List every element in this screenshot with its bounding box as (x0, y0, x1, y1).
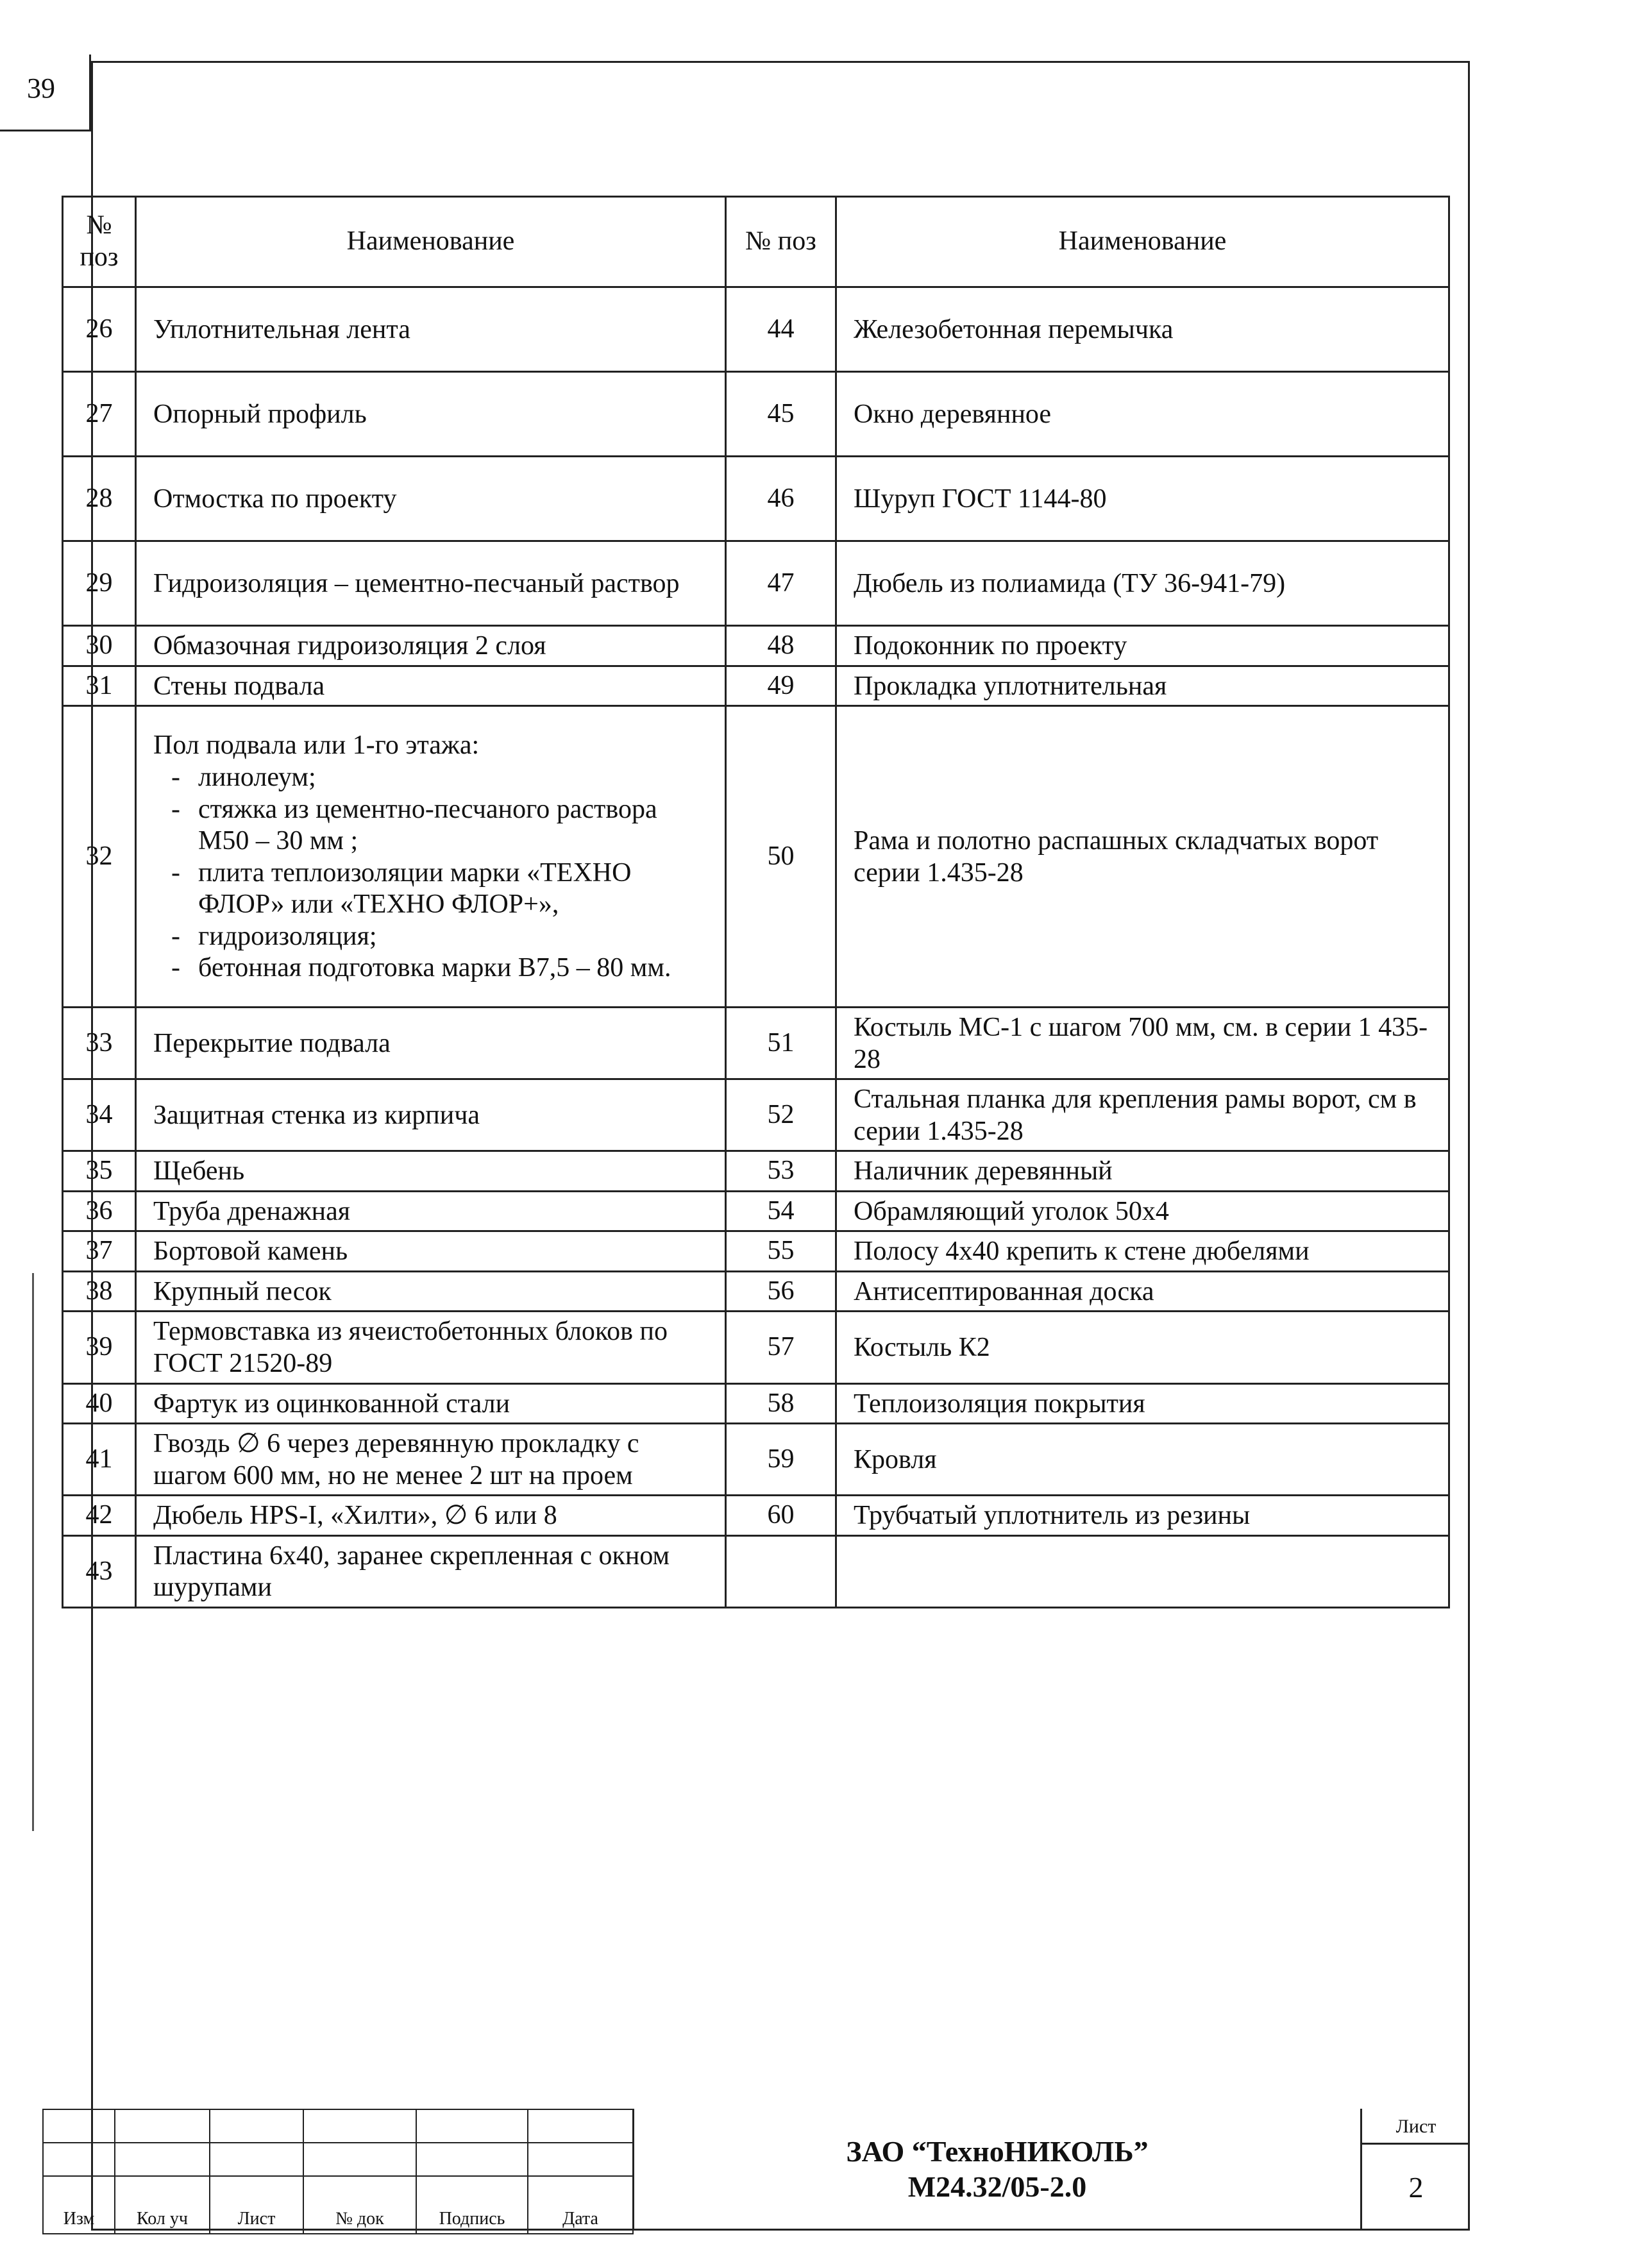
item-name-left: Термовставка из ячеистобетонных блоков по ГОСТ 21520-89 (136, 1312, 726, 1383)
item-name-left: Перекрытие подвала (136, 1008, 726, 1079)
item-name-left: Стены подвала (136, 666, 726, 706)
item-name-left: Щебень (136, 1151, 726, 1192)
position-number-left: 37 (63, 1231, 136, 1272)
item-name-right: Окно деревянное (836, 372, 1449, 457)
item-name-left: Защитная стенка из кирпича (136, 1079, 726, 1151)
item-name-left: Гидроизоляция – цементно-песчаный раствор (136, 541, 726, 626)
item-name-right: Дюбель из полиамида (ТУ 36-941-79) (836, 541, 1449, 626)
document-code: М24.32/05-2.0 (907, 2170, 1087, 2203)
item-name-right: Наличник деревянный (836, 1151, 1449, 1192)
header-num-right: № поз (726, 197, 836, 287)
table-row (63, 1271, 1449, 1312)
position-number-left: 32 (63, 706, 136, 1008)
position-number-left: 31 (63, 666, 136, 706)
table-row (63, 457, 1449, 541)
item-name-left: Фартук из оцинкованной стали (136, 1383, 726, 1424)
position-number-right: 53 (726, 1151, 836, 1192)
position-number-right: 48 (726, 626, 836, 666)
sheet-label: Лист (1362, 2109, 1470, 2145)
table-row (63, 666, 1449, 706)
position-number-right: 46 (726, 457, 836, 541)
position-number-left: 29 (63, 541, 136, 626)
position-number-right: 55 (726, 1231, 836, 1272)
item-name-left: Гвоздь ∅ 6 через деревянную прокладку с шагом 600 мм, но не менее 2 шт на проем (136, 1424, 726, 1496)
item-name-left: Бортовой камень (136, 1231, 726, 1272)
corner-page-number: 39 (27, 72, 55, 104)
sheet-number: 2 (1408, 2171, 1424, 2204)
list-item: - плита теплоизоляции марки «ТЕХНО ФЛОР» или «ТЕХНО ФЛОР+», (153, 857, 708, 921)
item-name-right: Стальная планка для крепления рамы ворот, см в серии 1.435-28 (836, 1079, 1449, 1151)
item-name-right: Прокладка уплотнительная (836, 666, 1449, 706)
table-row (63, 1151, 1449, 1192)
position-number-right: 60 (726, 1496, 836, 1536)
position-number-left: 42 (63, 1496, 136, 1536)
label-sheet: Лист (210, 2176, 303, 2234)
position-number-right: 50 (726, 706, 836, 1008)
position-number-right: 51 (726, 1008, 836, 1079)
item-name-left: Труба дренажная (136, 1191, 726, 1231)
position-number-right: 54 (726, 1191, 836, 1231)
position-number-left: 38 (63, 1271, 136, 1312)
position-number-right: 57 (726, 1312, 836, 1383)
item-name-right (836, 1535, 1449, 1607)
table-row (63, 706, 1449, 1008)
item-layer-list (153, 762, 708, 984)
label-count: Кол уч (115, 2176, 210, 2234)
revision-grid (42, 2109, 634, 2234)
position-number-left: 36 (63, 1191, 136, 1231)
item-name-right: Полосу 4х40 крепить к стене дюбелями (836, 1231, 1449, 1272)
revision-row (43, 2109, 633, 2143)
item-name-left: Дюбель HPS-I, «Хилти», ∅ 6 или 8 (136, 1496, 726, 1536)
item-name-left: Крупный песок (136, 1271, 726, 1312)
position-number-right: 49 (726, 666, 836, 706)
item-name-right: Трубчатый уплотнитель из резины (836, 1496, 1449, 1536)
position-number-left: 43 (63, 1535, 136, 1607)
item-name-right: Костыль К2 (836, 1312, 1449, 1383)
position-number-left: 33 (63, 1008, 136, 1079)
title-block-center (632, 2109, 1362, 2231)
item-name-left: Опорный профиль (136, 372, 726, 457)
table-body (63, 287, 1449, 1608)
position-number-left: 26 (63, 287, 136, 372)
item-name-left (136, 706, 726, 1008)
table-row (63, 1535, 1449, 1607)
table-row (63, 626, 1449, 666)
position-number-left: 27 (63, 372, 136, 457)
position-number-left: 30 (63, 626, 136, 666)
list-item: - бетонная подготовка марки В7,5 – 80 мм. (153, 952, 708, 984)
item-name-right: Шуруп ГОСТ 1144-80 (836, 457, 1449, 541)
table-header-row (63, 197, 1449, 287)
item-name-right: Теплоизоляция покрытия (836, 1383, 1449, 1424)
company-name: ЗАО “ТехноНИКОЛЬ” (846, 2135, 1149, 2168)
table-row (63, 287, 1449, 372)
title-block (42, 2109, 1470, 2231)
header-num-left: № поз (63, 197, 136, 287)
label-date: Дата (528, 2176, 633, 2234)
item-name-left: Отмостка по проекту (136, 457, 726, 541)
item-name-left: Обмазочная гидроизоляция 2 слоя (136, 626, 726, 666)
specification-table (62, 196, 1450, 1608)
item-name-right: Рама и полотно распашных складчатых ворот серии 1.435-28 (836, 706, 1449, 1008)
position-number-right: 58 (726, 1383, 836, 1424)
title-block-sheet (1362, 2109, 1470, 2231)
table-row (63, 1383, 1449, 1424)
item-name-left: Пластина 6х40, заранее скрепленная с окном шурупами (136, 1535, 726, 1607)
table-row (63, 1008, 1449, 1079)
label-change: Изм (43, 2176, 115, 2234)
label-doc-number: № док (303, 2176, 416, 2234)
revision-row (43, 2143, 633, 2176)
position-number-left: 28 (63, 457, 136, 541)
position-number-left: 40 (63, 1383, 136, 1424)
list-item: - линолеум; (153, 762, 708, 794)
item-name-left: Уплотнительная лента (136, 287, 726, 372)
item-name-right: Железобетонная перемычка (836, 287, 1449, 372)
table-row (63, 1424, 1449, 1496)
position-number-right: 52 (726, 1079, 836, 1151)
item-name-right: Подоконник по проекту (836, 626, 1449, 666)
revision-labels-row (43, 2176, 633, 2234)
table-row (63, 372, 1449, 457)
table-row (63, 541, 1449, 626)
position-number-left: 34 (63, 1079, 136, 1151)
list-item: - гидроизоляция; (153, 921, 708, 953)
list-item: - стяжка из цементно-песчаного раствора М50 – 30 мм ; (153, 794, 708, 857)
item-name-right: Антисептированная доска (836, 1271, 1449, 1312)
label-signature: Подпись (416, 2176, 528, 2234)
header-name-right: Наименование (836, 197, 1449, 287)
position-number-right: 59 (726, 1424, 836, 1496)
position-number-right: 47 (726, 541, 836, 626)
header-name-left: Наименование (136, 197, 726, 287)
position-number-right: 45 (726, 372, 836, 457)
margin-line (32, 1273, 34, 1831)
item-name-right: Костыль МС-1 с шагом 700 мм, см. в серии 1 435-28 (836, 1008, 1449, 1079)
position-number-left: 41 (63, 1424, 136, 1496)
position-number-left: 39 (63, 1312, 136, 1383)
table-row (63, 1496, 1449, 1536)
item-name-right: Обрамляющий уголок 50х4 (836, 1191, 1449, 1231)
position-number-right (726, 1535, 836, 1607)
item-name-right: Кровля (836, 1424, 1449, 1496)
position-number-right: 44 (726, 287, 836, 372)
position-number-left: 35 (63, 1151, 136, 1192)
table-row (63, 1231, 1449, 1272)
position-number-right: 56 (726, 1271, 836, 1312)
table-row (63, 1079, 1449, 1151)
item-name-heading: Пол подвала или 1-го этажа: (153, 730, 480, 761)
table-row (63, 1191, 1449, 1231)
table-row (63, 1312, 1449, 1383)
